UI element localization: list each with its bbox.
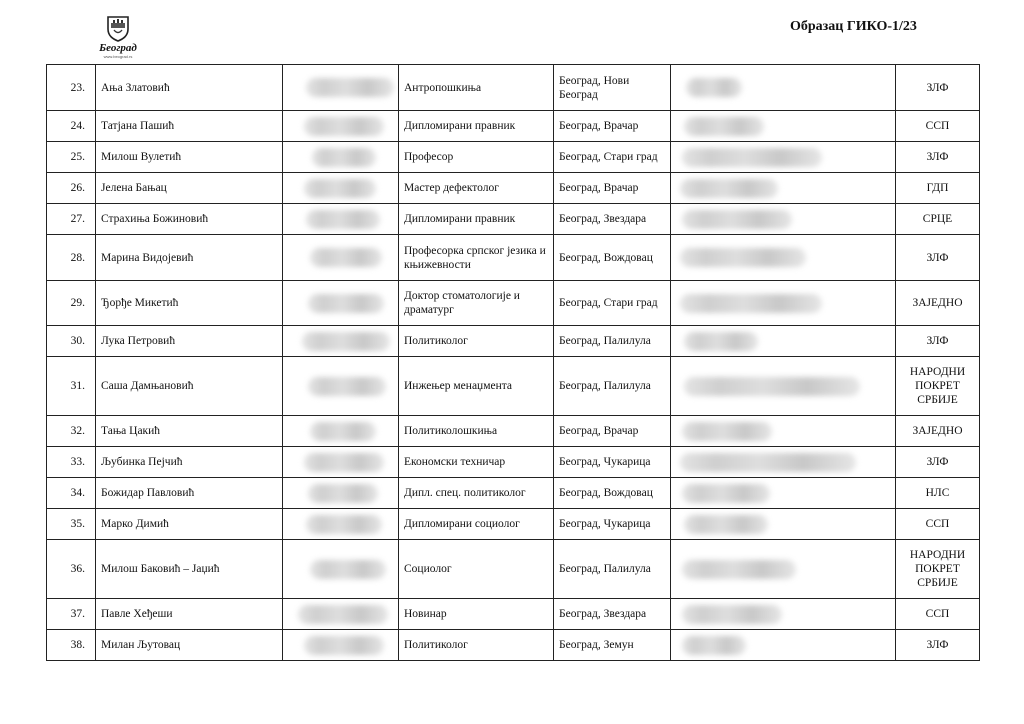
redacted-birth-date [283, 65, 399, 111]
redacted-birth-date [283, 111, 399, 142]
candidate-residence: Београд, Палилула [554, 540, 671, 599]
redaction-blur [682, 605, 782, 624]
redacted-birth-date [283, 478, 399, 509]
candidate-party: ЗЛФ [896, 235, 980, 281]
candidate-name: Лука Петровић [96, 326, 283, 357]
redaction-blur [304, 179, 376, 198]
candidate-party: НЛС [896, 478, 980, 509]
candidate-table [46, 64, 980, 661]
redacted-birth-date [283, 357, 399, 416]
candidate-name: Милош Вулетић [96, 142, 283, 173]
candidate-residence: Београд, Звездара [554, 204, 671, 235]
redaction-blur [682, 422, 772, 441]
redacted-birth-date [283, 416, 399, 447]
redacted-address [671, 416, 896, 447]
candidate-occupation: Антропошкиња [399, 65, 554, 111]
table-row [47, 142, 980, 173]
candidate-occupation: Доктор стоматологије и драматург [399, 281, 554, 326]
candidate-name: Саша Дамњановић [96, 357, 283, 416]
redacted-birth-date [283, 235, 399, 281]
candidate-occupation: Економски техничар [399, 447, 554, 478]
row-number: 27. [47, 204, 96, 235]
row-number: 28. [47, 235, 96, 281]
redacted-birth-date [283, 204, 399, 235]
candidate-residence: Београд, Чукарица [554, 509, 671, 540]
redacted-birth-date [283, 540, 399, 599]
candidate-party: ЗЛФ [896, 630, 980, 661]
table-row [47, 235, 980, 281]
redaction-blur [680, 453, 856, 472]
candidate-residence: Београд, Чукарица [554, 447, 671, 478]
redaction-blur [684, 515, 768, 534]
redaction-blur [682, 148, 822, 167]
row-number: 38. [47, 630, 96, 661]
candidate-occupation: Професорка српског језика и књижевности [399, 235, 554, 281]
redacted-birth-date [283, 326, 399, 357]
redacted-birth-date [283, 281, 399, 326]
table-row [47, 65, 980, 111]
row-number: 31. [47, 357, 96, 416]
redacted-address [671, 599, 896, 630]
candidate-party: ЗЛФ [896, 447, 980, 478]
redacted-address [671, 540, 896, 599]
redaction-blur [684, 117, 764, 136]
candidate-name: Ђорђе Микетић [96, 281, 283, 326]
table-row [47, 204, 980, 235]
candidate-name: Милош Баковић – Јаџић [96, 540, 283, 599]
candidate-occupation: Дипломирани правник [399, 111, 554, 142]
table-row [47, 111, 980, 142]
candidate-party: ЗЛФ [896, 65, 980, 111]
redacted-address [671, 204, 896, 235]
redacted-birth-date [283, 599, 399, 630]
candidate-residence: Београд, Врачар [554, 416, 671, 447]
redacted-address [671, 478, 896, 509]
table-row [47, 416, 980, 447]
redaction-blur [682, 484, 770, 503]
candidate-occupation: Новинар [399, 599, 554, 630]
redacted-address [671, 630, 896, 661]
redaction-blur [680, 248, 806, 267]
redaction-blur [308, 294, 384, 313]
row-number: 36. [47, 540, 96, 599]
logo-text: Београд [99, 42, 137, 54]
redacted-address [671, 357, 896, 416]
redaction-blur [310, 560, 386, 579]
candidate-residence: Београд, Звездара [554, 599, 671, 630]
candidate-residence: Београд, Палилула [554, 357, 671, 416]
table-row [47, 281, 980, 326]
candidate-party: ССП [896, 111, 980, 142]
candidate-name: Божидар Павловић [96, 478, 283, 509]
candidate-occupation: Професор [399, 142, 554, 173]
candidate-name: Јелена Бањац [96, 173, 283, 204]
candidate-name: Ања Златовић [96, 65, 283, 111]
redaction-blur [680, 294, 822, 313]
candidate-residence: Београд, Земун [554, 630, 671, 661]
candidate-residence: Београд, Стари град [554, 142, 671, 173]
row-number: 30. [47, 326, 96, 357]
table-row [47, 447, 980, 478]
redaction-blur [298, 605, 388, 624]
row-number: 25. [47, 142, 96, 173]
row-number: 37. [47, 599, 96, 630]
candidate-name: Љубинка Пејчић [96, 447, 283, 478]
redacted-birth-date [283, 173, 399, 204]
redacted-address [671, 447, 896, 478]
candidate-party: ЗАЈЕДНО [896, 281, 980, 326]
candidate-occupation: Инжењер менаџмента [399, 357, 554, 416]
row-number: 29. [47, 281, 96, 326]
candidate-party: ССП [896, 509, 980, 540]
table-row [47, 173, 980, 204]
candidate-residence: Београд, Стари град [554, 281, 671, 326]
candidate-occupation: Политиколошкиња [399, 416, 554, 447]
candidate-party: ЗЛФ [896, 142, 980, 173]
table-row [47, 509, 980, 540]
belgrade-coat-of-arms-icon [105, 14, 131, 42]
candidate-occupation: Дипломирани социолог [399, 509, 554, 540]
redacted-birth-date [283, 447, 399, 478]
redaction-blur [310, 422, 376, 441]
city-logo [93, 14, 143, 66]
candidate-party: ГДП [896, 173, 980, 204]
table-row [47, 478, 980, 509]
redacted-address [671, 65, 896, 111]
candidate-party: НАРОДНИ ПОКРЕТ СРБИЈЕ [896, 357, 980, 416]
candidate-occupation: Политиколог [399, 326, 554, 357]
redaction-blur [684, 332, 758, 351]
table-row [47, 357, 980, 416]
redaction-blur [306, 78, 394, 97]
redaction-blur [308, 484, 378, 503]
candidate-residence: Београд, Вождовац [554, 235, 671, 281]
candidate-occupation: Социолог [399, 540, 554, 599]
redaction-blur [306, 210, 380, 229]
row-number: 23. [47, 65, 96, 111]
candidate-party: ЗЛФ [896, 326, 980, 357]
redacted-address [671, 142, 896, 173]
candidate-residence: Београд, Вождовац [554, 478, 671, 509]
redacted-address [671, 509, 896, 540]
candidate-occupation: Мастер дефектолог [399, 173, 554, 204]
redaction-blur [682, 560, 796, 579]
redaction-blur [310, 248, 382, 267]
redaction-blur [680, 179, 778, 198]
candidate-party: НАРОДНИ ПОКРЕТ СРБИЈЕ [896, 540, 980, 599]
redacted-birth-date [283, 630, 399, 661]
redaction-blur [684, 377, 860, 396]
redaction-blur [682, 210, 792, 229]
redaction-blur [304, 453, 384, 472]
redacted-address [671, 173, 896, 204]
row-number: 35. [47, 509, 96, 540]
redaction-blur [686, 78, 742, 97]
redacted-address [671, 326, 896, 357]
redaction-blur [308, 377, 386, 396]
redaction-blur [312, 148, 376, 167]
row-number: 34. [47, 478, 96, 509]
logo-url: www.beograd.rs [103, 54, 133, 59]
candidate-occupation: Дипломирани правник [399, 204, 554, 235]
table-row [47, 630, 980, 661]
table-row [47, 540, 980, 599]
redaction-blur [304, 636, 384, 655]
candidate-party: ССП [896, 599, 980, 630]
row-number: 26. [47, 173, 96, 204]
candidate-name: Павле Хеђеши [96, 599, 283, 630]
candidate-name: Марина Видојевић [96, 235, 283, 281]
candidate-occupation: Политиколог [399, 630, 554, 661]
candidate-party: ЗАЈЕДНО [896, 416, 980, 447]
candidate-residence: Београд, Нови Београд [554, 65, 671, 111]
redacted-address [671, 281, 896, 326]
candidate-name: Милан Љутовац [96, 630, 283, 661]
candidate-name: Татјана Пашић [96, 111, 283, 142]
candidate-residence: Београд, Врачар [554, 111, 671, 142]
row-number: 32. [47, 416, 96, 447]
redacted-address [671, 111, 896, 142]
form-code: Образац ГИКО-1/23 [790, 19, 917, 34]
candidate-party: СРЦЕ [896, 204, 980, 235]
table-row [47, 599, 980, 630]
candidate-name: Марко Димић [96, 509, 283, 540]
redaction-blur [682, 636, 746, 655]
row-number: 33. [47, 447, 96, 478]
redaction-blur [306, 515, 382, 534]
candidate-name: Тања Цакић [96, 416, 283, 447]
redacted-birth-date [283, 142, 399, 173]
redacted-birth-date [283, 509, 399, 540]
candidate-residence: Београд, Палилула [554, 326, 671, 357]
row-number: 24. [47, 111, 96, 142]
candidate-occupation: Дипл. спец. политиколог [399, 478, 554, 509]
table-row [47, 326, 980, 357]
redaction-blur [304, 117, 384, 136]
redacted-address [671, 235, 896, 281]
candidate-residence: Београд, Врачар [554, 173, 671, 204]
redaction-blur [302, 332, 390, 351]
candidate-name: Страхиња Божиновић [96, 204, 283, 235]
